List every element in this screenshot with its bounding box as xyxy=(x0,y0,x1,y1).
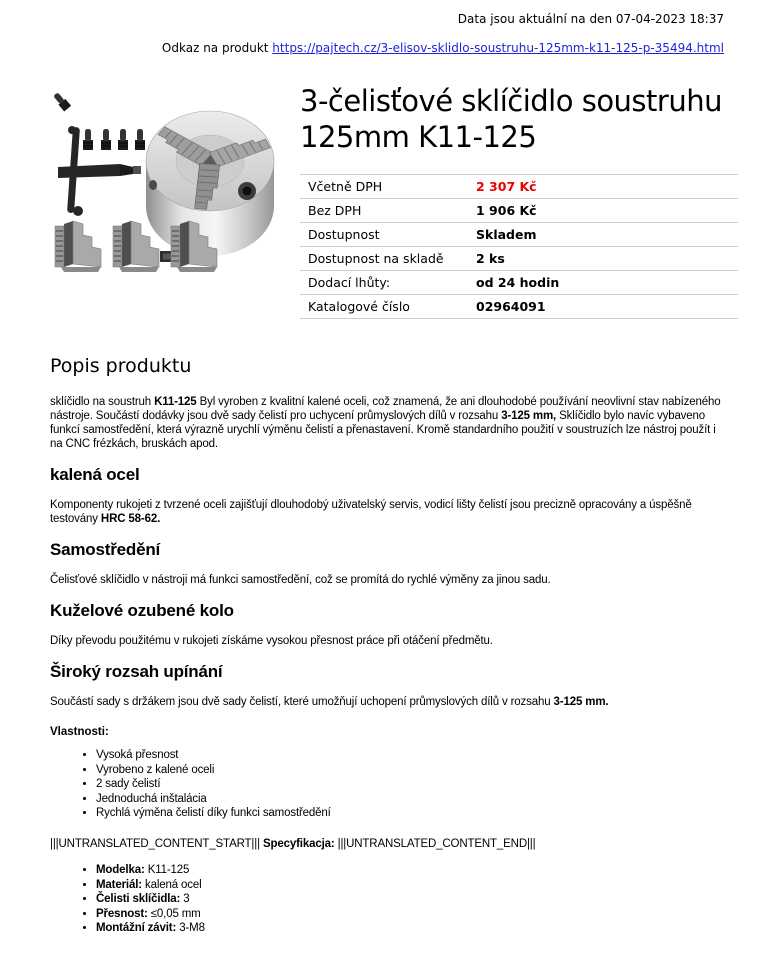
list-item: • Rychlá výměna čelistí díky funkci samostředění xyxy=(96,807,728,821)
info-value: Skladem xyxy=(468,223,738,247)
info-label: Dostupnost na skladě xyxy=(300,247,468,271)
info-value: od 24 hodin xyxy=(468,271,738,295)
description-heading: Popis produktu xyxy=(50,355,192,377)
product-description xyxy=(50,355,728,936)
data-current-date: Data jsou aktuální na den 07-04-2023 18:37 xyxy=(457,12,724,26)
info-label: Katalogové číslo xyxy=(300,295,468,319)
section-heading-clamping-range: Široký rozsah upínání xyxy=(50,662,223,681)
table-row xyxy=(300,247,738,271)
section-heading-hardened-steel: kalená ocel xyxy=(50,465,140,484)
info-value: 2 307 Kč xyxy=(468,175,738,199)
chuck-key-illustration xyxy=(58,126,141,216)
product-info-table-body xyxy=(300,175,738,319)
features-label: Vlastnosti: xyxy=(50,726,109,738)
list-item: • Modelka: K11-125 xyxy=(96,864,728,878)
page-title: 3-čelisťové sklíčidlo soustruhu 125mm K11-125 xyxy=(300,84,722,154)
product-link-label: Odkaz na produkt xyxy=(161,41,273,55)
product-header-row xyxy=(40,81,738,333)
table-row xyxy=(300,175,738,199)
product-image xyxy=(40,81,290,333)
list-item: • 2 sady čelistí xyxy=(96,778,728,792)
untranslated-spec-line: |||UNTRANSLATED_CONTENT_START||| Specyfikacja: |||UNTRANSLATED_CONTENT_END||| xyxy=(50,837,536,850)
specs-list xyxy=(50,864,728,936)
info-label: Včetně DPH xyxy=(300,175,468,199)
features-list xyxy=(50,749,728,821)
info-label: Dostupnost xyxy=(300,223,468,247)
list-item: • Přesnost: ≤0,05 mm xyxy=(96,908,728,922)
table-row xyxy=(300,199,738,223)
list-item: • Čelisti sklíčidla: 3 xyxy=(96,893,728,907)
info-label: Dodací lhůty: xyxy=(300,271,468,295)
product-link-line xyxy=(0,41,724,55)
chuck-body xyxy=(146,111,274,262)
jaw-blocks xyxy=(55,221,217,272)
info-label: Bez DPH xyxy=(300,199,468,223)
list-item: • Vysoká přesnost xyxy=(96,749,728,763)
section-heading-self-centering: Samostředění xyxy=(50,540,161,559)
table-row xyxy=(300,271,738,295)
product-summary xyxy=(300,81,738,333)
product-info-table xyxy=(300,174,738,319)
list-item: • Vyrobeno z kalené oceli xyxy=(96,764,728,778)
section-paragraph: Komponenty rukojeti z tvrzené oceli zajišťují dlouhodobý uživatelský servis, vodicí lišty čelistí jsou precizně opracovány a úspěšně testovány HRC 58-62. xyxy=(50,499,692,525)
table-row xyxy=(300,223,738,247)
product-photo-illustration xyxy=(40,81,290,333)
info-value: 02964091 xyxy=(468,295,738,319)
mounting-screws xyxy=(52,91,145,150)
section-paragraph: Díky převodu použitému v rukojeti získáme vysokou přesnost práce při otáčení předmětu. xyxy=(50,635,493,647)
list-item: • Montážní závit: 3-M8 xyxy=(96,922,728,936)
list-item: • Jednoduchá inštalácia xyxy=(96,793,728,807)
list-item: • Materiál: kalená ocel xyxy=(96,879,728,893)
info-value: 2 ks xyxy=(468,247,738,271)
intro-paragraph: sklíčidlo na soustruh K11-125 Byl vyroben z kvalitní kalené oceli, což znamená, že ani dlouhodobé používání neovlivní stav nabízeného nástroje. Součástí dodávky jsou dvě sady čelistí pro uchycení průmyslových dílů v rozsahu 3-125 mm, Sklíčidlo bylo navíc vybaveno funkcí samostředění, která výrazně urychlí výměnu čelistí a přenastavení. Kromě standardního použití v soustruzích lze nástroj použít i na CNC frézkách, bruskách apod. xyxy=(50,396,721,450)
section-paragraph: Čelisťové sklíčidlo v nástroji má funkci samostředění, což se promítá do rychlé výměny za jinou sadu. xyxy=(50,574,551,586)
info-value: 1 906 Kč xyxy=(468,199,738,223)
section-paragraph: Součástí sady s držákem jsou dvě sady čelistí, které umožňují uchopení průmyslových dílů v rozsahu 3-125 mm. xyxy=(50,696,609,708)
product-link[interactable]: https://pajtech.cz/3-elisov-sklidlo-soustruhu-125mm-k11-125-p-35494.html xyxy=(272,41,724,55)
section-heading-bevel-gear: Kuželové ozubené kolo xyxy=(50,601,234,620)
table-row xyxy=(300,295,738,319)
